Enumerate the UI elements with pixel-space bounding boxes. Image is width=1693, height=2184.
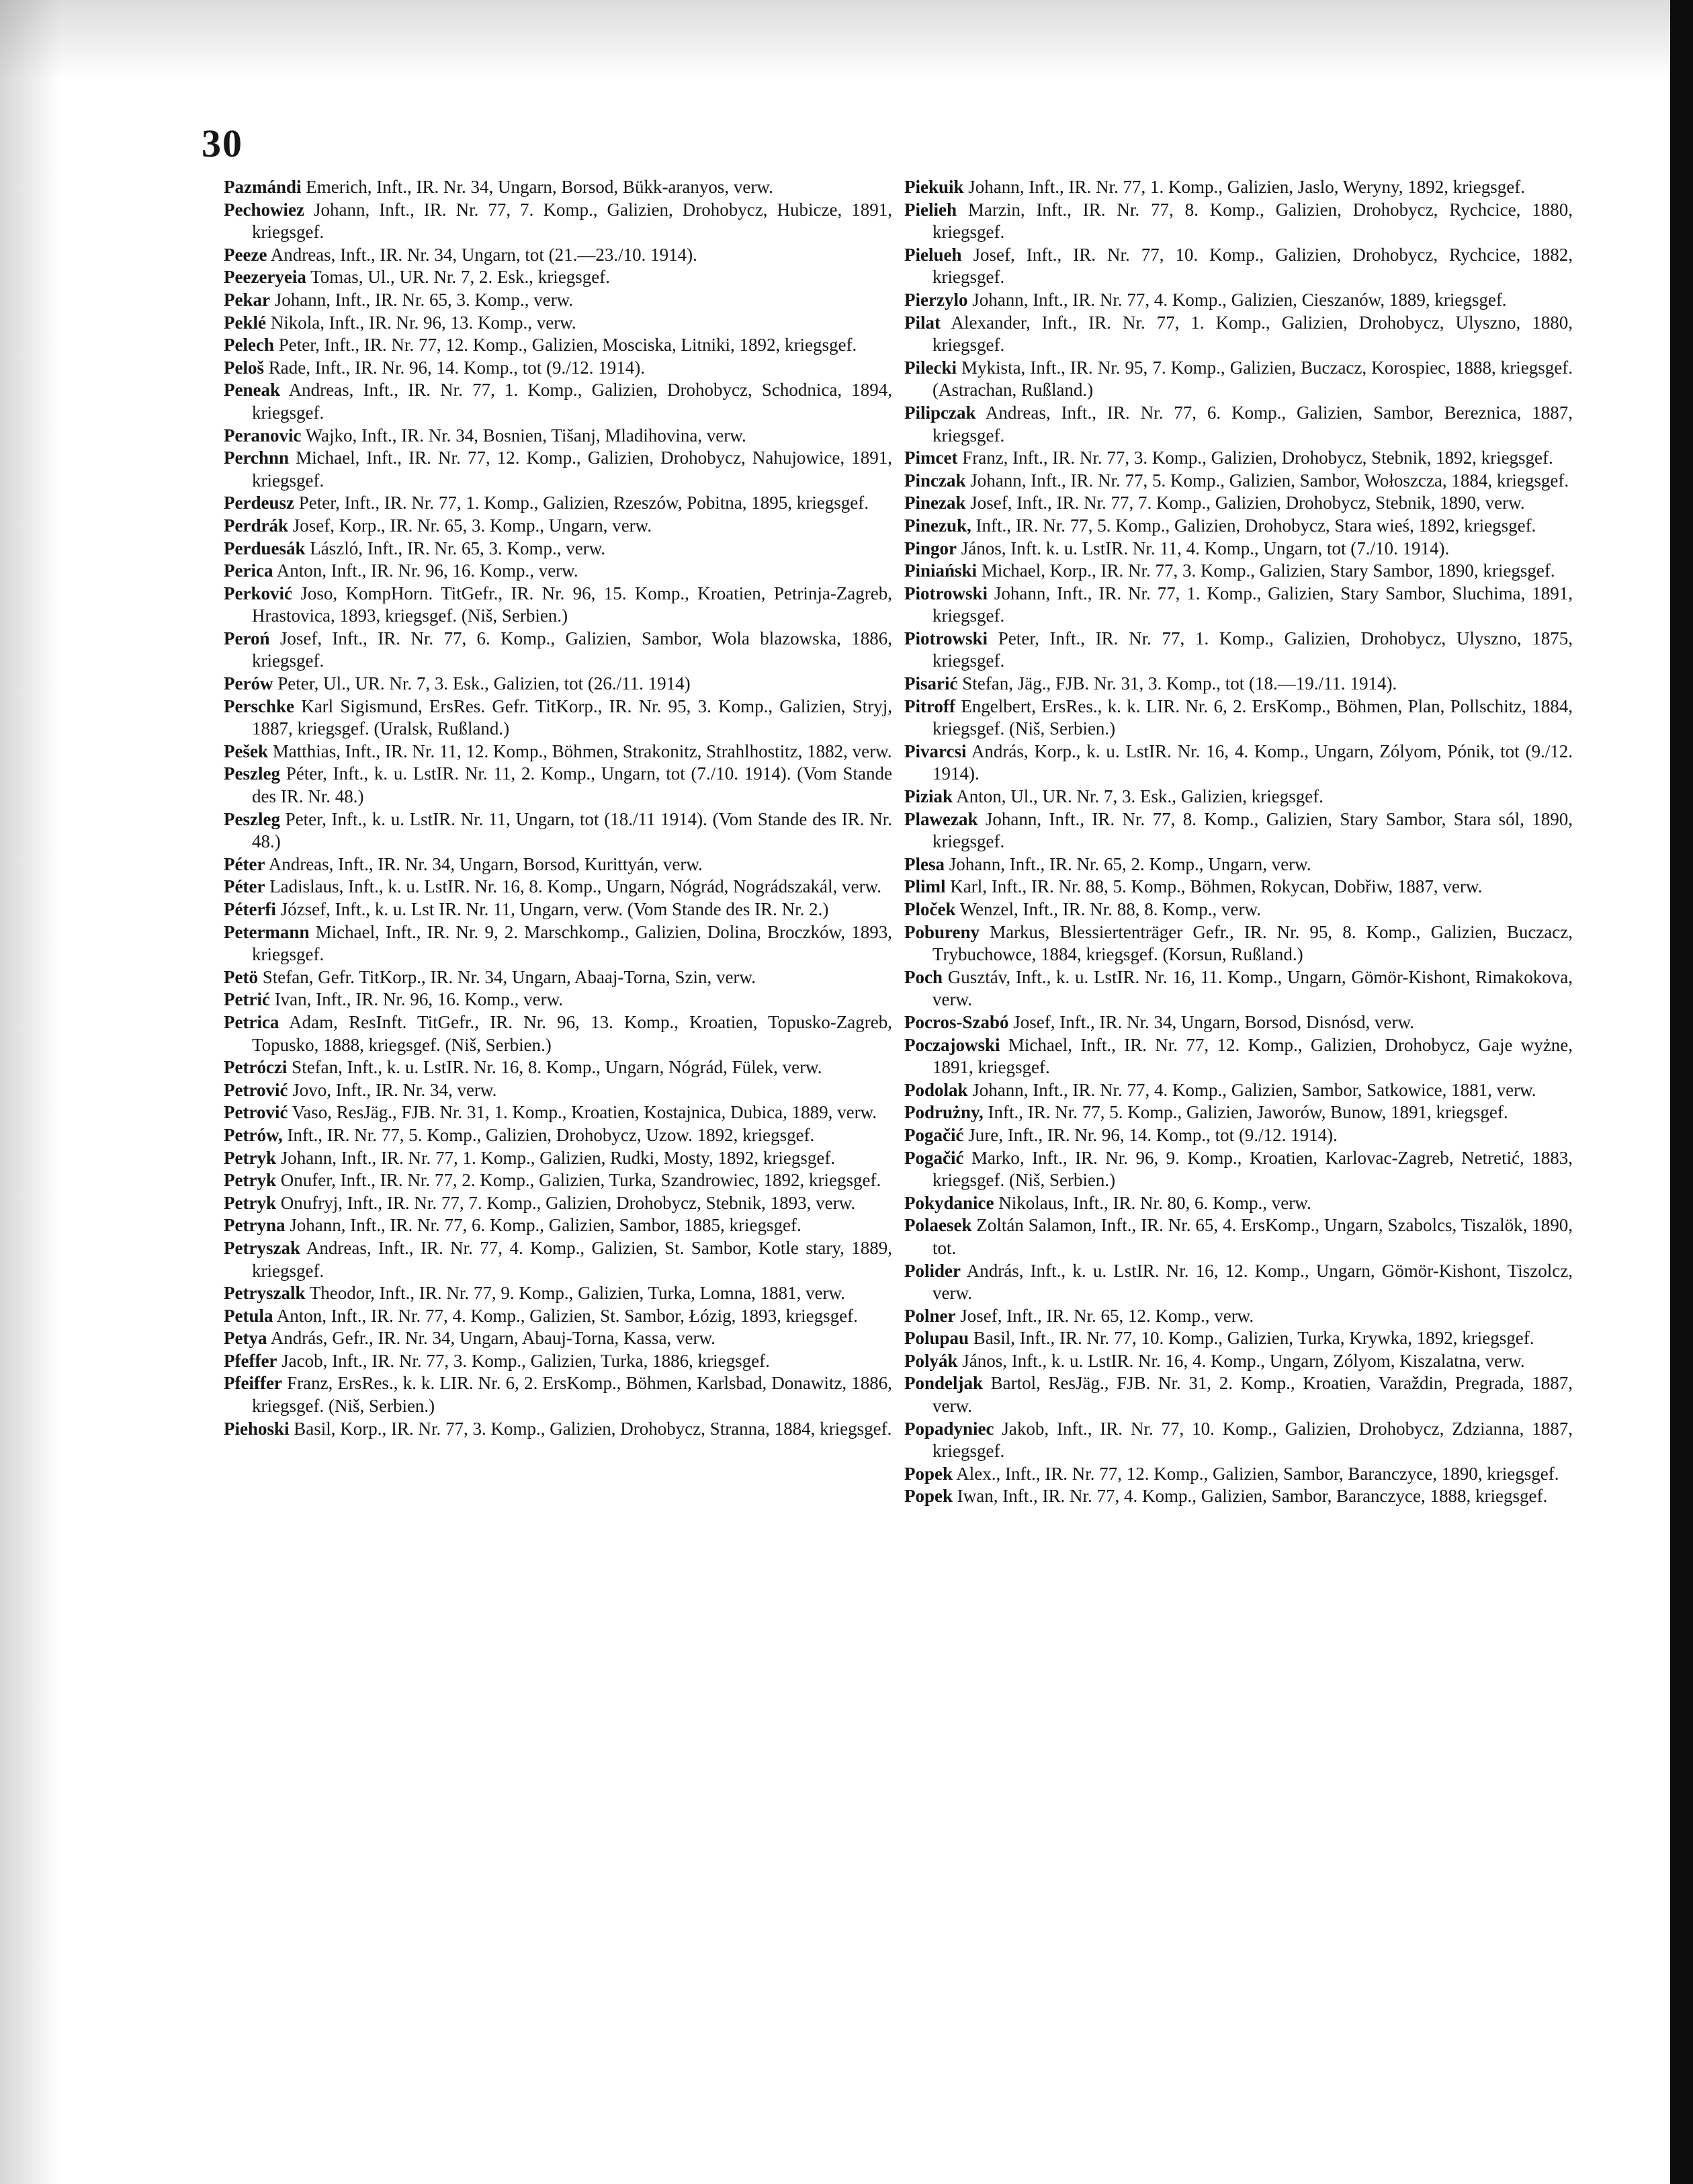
entry-surname: Popek [904,1486,953,1507]
casualty-entry [904,1147,1573,1192]
entry-details: Stefan, Gefr. TitKorp., IR. Nr. 34, Ungarn, Abaaj-Torna, Szin, verw. [262,966,756,987]
entry-surname: Peeze [224,244,267,265]
casualty-entry [904,921,1573,966]
casualty-entry [904,1034,1573,1079]
entry-surname: Pilat [904,312,941,333]
casualty-entry [904,312,1573,357]
casualty-entry [224,1101,892,1124]
entry-details: János, Inft. k. u. LstIR. Nr. 11, 4. Komp., Ungarn, tot (7./10. 1914). [961,538,1450,558]
entry-details: Josef, Inft., IR. Nr. 77, 7. Komp., Galizien, Drohobycz, Stebnik, 1890, verw. [970,493,1525,513]
entry-surname: Perschke [224,696,294,716]
casualty-entry [224,853,892,876]
casualty-entry [904,1079,1573,1102]
scan-right-edge [1670,0,1693,2184]
entry-details: Andreas, Inft., IR. Nr. 77, 4. Komp., Galizien, St. Sambor, Kotle stary, 1889, kriegsgef. [252,1237,892,1281]
entry-surname: Pimcet [904,448,958,468]
casualty-entry [904,1463,1573,1486]
casualty-entry [904,853,1573,876]
casualty-entry [904,1011,1573,1034]
scan-top-shadow [0,0,1693,81]
casualty-entry [904,1418,1573,1463]
entry-details: Matthias, Inft., IR. Nr. 11, 12. Komp., Böhmen, Strakonitz, Strahlhostitz, 1882, verw. [272,741,892,761]
entry-surname: Pondeljak [904,1373,984,1394]
entry-details: Alex., Inft., IR. Nr. 77, 12. Komp., Galizien, Sambor, Baranczyce, 1890, kriegsgef. [956,1463,1559,1484]
entry-details: Engelbert, ErsRes., k. k. LIR. Nr. 6, 2. ErsKomp., Böhmen, Plan, Pollschitz, 1884, kriegsgef. (Niš, Serbien.) [932,696,1573,739]
entry-details: Tomas, Ul., UR. Nr. 7, 2. Esk., kriegsgef. [310,267,610,288]
entry-details: József, Inft., k. u. Lst IR. Nr. 11, Ungarn, verw. (Vom Stande des IR. Nr. 2.) [280,899,829,919]
entry-surname: Popadyniec [904,1418,994,1439]
entry-surname: Polupau [904,1328,969,1349]
casualty-entry [904,1101,1573,1124]
entry-details: Nikolaus, Inft., IR. Nr. 80, 6. Komp., verw. [998,1192,1311,1213]
entry-surname: Petya [224,1328,267,1349]
entry-details: Stefan, Jäg., FJB. Nr. 31, 3. Komp., tot (18.—19./11. 1914). [962,673,1397,694]
entry-details: Onufryj, Inft., IR. Nr. 77, 7. Komp., Galizien, Drohobycz, Stebnik, 1893, verw. [280,1192,856,1213]
casualty-entry [224,1214,892,1237]
entry-surname: Petrica [224,1011,279,1032]
entry-details: Johann, Inft., IR. Nr. 77, 4. Komp., Galizien, Sambor, Satkowice, 1881, verw. [972,1079,1536,1100]
entry-surname: Pitroff [904,696,955,716]
entry-surname: Pobureny [904,921,980,942]
casualty-entry [904,492,1573,515]
entry-details: Adam, ResInft. TitGefr., IR. Nr. 96, 13. Komp., Kroatien, Topusko-Zagreb, Topusko, 1888, kriegsgef. (Niš, Serbien.) [252,1011,892,1055]
entry-details: Wajko, Inft., IR. Nr. 34, Bosnien, Tišanj, Mladihovina, verw. [305,425,746,446]
casualty-entry [904,402,1573,447]
entry-details: Jovo, Inft., IR. Nr. 34, verw. [292,1079,497,1100]
entry-surname: Peroń [224,628,270,648]
entry-details: Andreas, Inft., IR. Nr. 77, 6. Komp., Galizien, Sambor, Bereznica, 1887, kriegsgef. [932,402,1573,446]
entry-surname: Ploček [904,899,956,919]
entry-details: Jacob, Inft., IR. Nr. 77, 3. Komp., Galizien, Turka, 1886, kriegsgef. [281,1350,770,1371]
casualty-entry [904,898,1573,921]
casualty-entry [904,966,1573,1011]
casualty-entry [224,583,892,628]
entry-surname: Piniański [904,560,978,581]
entry-details: Inft., IR. Nr. 77, 5. Komp., Galizien, Drohobycz, Stara wieś, 1892, kriegsgef. [975,515,1536,536]
casualty-entry [904,176,1573,199]
entry-surname: Pilipczak [904,402,976,423]
casualty-entry [224,1169,892,1192]
casualty-entry [224,560,892,583]
entry-details: Zoltán Salamon, Inft., IR. Nr. 65, 4. ErsKomp., Ungarn, Szabolcs, Tiszalök, 1890, tot. [932,1215,1573,1258]
casualty-entry [904,1485,1573,1508]
casualty-entry [904,515,1573,538]
casualty-entry [904,583,1573,628]
casualty-entry [224,696,892,741]
entry-surname: Pivarcsi [904,741,967,761]
casualty-entry [224,199,892,244]
entry-details: Andreas, Inft., IR. Nr. 34, Ungarn, tot (21.—23./10. 1914). [270,244,697,265]
entry-details: Gusztáv, Inft., k. u. LstIR. Nr. 16, 11. Komp., Ungarn, Gömör-Kishont, Rimakokova, verw. [932,966,1573,1010]
entry-details: Johann, Inft., IR. Nr. 77, 1. Komp., Galizien, Rudki, Mosty, 1892, kriegsgef. [280,1147,836,1168]
entry-surname: Perković [224,583,292,603]
casualty-entry [904,741,1573,786]
entry-details: Onufer, Inft., IR. Nr. 77, 2. Komp., Galizien, Turka, Szandrowiec, 1892, kriegsgef. [280,1170,881,1191]
entry-details: Franz, ErsRes., k. k. LIR. Nr. 6, 2. ErsKomp., Böhmen, Karlsbad, Donawitz, 1886, kriegsgef. (Niš, Serbien.) [252,1373,892,1417]
entry-details: Marzin, Inft., IR. Nr. 77, 8. Komp., Galizien, Drohobycz, Rychcice, 1880, kriegsgef. [932,199,1573,243]
entry-details: Péter, Inft., k. u. LstIR. Nr. 11, 2. Komp., Ungarn, tot (7./10. 1914). (Vom Stande des IR. Nr. 48.) [252,763,892,807]
casualty-entry [224,312,892,335]
entry-surname: Petrović [224,1102,288,1123]
entry-surname: Pazmándi [224,177,302,197]
right-column [904,176,1573,1508]
entry-surname: Poczajowski [904,1034,1000,1055]
casualty-entry [904,199,1573,244]
entry-details: Johann, Inft., IR. Nr. 77, 4. Komp., Galizien, Cieszanów, 1889, kriegsgef. [972,289,1507,310]
entry-surname: Pelech [224,335,274,355]
entry-surname: Pilecki [904,357,957,378]
entry-surname: Piehoski [224,1418,290,1439]
entry-details: Anton, Ul., UR. Nr. 7, 3. Esk., Galizien, kriegsgef. [956,786,1323,807]
entry-surname: Pogačić [904,1124,964,1145]
entry-surname: Peezeryeia [224,267,306,288]
entry-details: Franz, Inft., IR. Nr. 77, 3. Komp., Galizien, Drohobycz, Stebnik, 1892, kriegsgef. [962,448,1553,468]
entry-surname: Plesa [904,853,945,874]
casualty-entry [224,921,892,966]
entry-surname: Polider [904,1260,961,1281]
entry-details: Iwan, Inft., IR. Nr. 77, 4. Komp., Galizien, Sambor, Baranczyce, 1888, kriegsgef. [957,1486,1548,1507]
entry-details: Jure, Inft., IR. Nr. 96, 14. Komp., tot (9./12. 1914). [968,1124,1338,1145]
entry-surname: Piotrowski [904,583,988,603]
entry-details: Peter, Inft., IR. Nr. 77, 1. Komp., Galizien, Rzeszów, Pobitna, 1895, kriegsgef. [298,493,869,513]
entry-details: Mykista, Inft., IR. Nr. 95, 7. Komp., Galizien, Buczacz, Korospiec, 1888, kriegsgef. (Astrachan, Rußland.) [932,357,1573,401]
entry-surname: Pierzylo [904,289,968,310]
casualty-entry [904,289,1573,312]
entry-details: Andreas, Inft., IR. Nr. 77, 1. Komp., Galizien, Drohobycz, Schodnica, 1894, kriegsgef. [252,380,892,423]
entry-surname: Petróczi [224,1057,288,1078]
entry-details: Alexander, Inft., IR. Nr. 77, 1. Komp., Galizien, Drohobycz, Ulyszno, 1880, kriegsgef. [932,312,1573,355]
entry-details: Johann, Inft., IR. Nr. 77, 7. Komp., Galizien, Drohobycz, Hubicze, 1891, kriegsgef. [252,199,893,243]
casualty-entry [224,1350,892,1373]
entry-surname: Péter [224,876,265,897]
entry-details: Emerich, Inft., IR. Nr. 34, Ungarn, Borsod, Bükk-aranyos, verw. [306,177,773,197]
entry-surname: Peklé [224,312,266,333]
entry-details: Johann, Inft., IR. Nr. 77, 6. Komp., Galizien, Sambor, 1885, kriegsgef. [290,1215,801,1236]
entry-details: Josef, Inft., IR. Nr. 34, Ungarn, Borsod, Disnósd, verw. [1013,1011,1414,1032]
casualty-entry [224,673,892,696]
entry-surname: Perduesák [224,538,306,558]
casualty-entry [224,379,892,424]
entry-details: Johann, Inft., IR. Nr. 65, 2. Komp., Ungarn, verw. [949,853,1311,874]
entry-surname: Pielueh [904,244,962,265]
entry-details: Michael, Korp., IR. Nr. 77, 3. Komp., Galizien, Stary Sambor, 1890, kriegsgef. [981,560,1555,581]
casualty-entry [224,741,892,763]
page-number: 30 [202,122,243,165]
casualty-entry [904,786,1573,808]
entry-details: András, Korp., k. u. LstIR. Nr. 16, 4. Komp., Ungarn, Zólyom, Pónik, tot (9./12. 1914). [932,741,1573,784]
casualty-entry [224,1147,892,1170]
casualty-entry [224,628,892,673]
entry-surname: Petö [224,966,258,987]
casualty-entry [904,470,1573,493]
entry-details: Josef, Korp., IR. Nr. 65, 3. Komp., Ungarn, verw. [292,515,652,536]
entry-details: Nikola, Inft., IR. Nr. 96, 13. Komp., verw. [270,312,576,333]
entry-details: Rade, Inft., IR. Nr. 96, 14. Komp., tot (9./12. 1914). [268,357,645,378]
entry-surname: Pisarić [904,673,958,694]
left-column [224,176,892,1440]
entry-surname: Petryk [224,1192,276,1213]
casualty-entry [904,1305,1573,1328]
entry-surname: Pinezuk, [904,515,971,536]
entry-surname: Petula [224,1305,273,1326]
entry-details: Johann, Inft., IR. Nr. 77, 8. Komp., Galizien, Stary Sambor, Stara sól, 1890, kriegsgef. [932,808,1573,852]
casualty-entry [224,266,892,289]
entry-surname: Perchnn [224,448,290,468]
casualty-entry [224,538,892,560]
entry-details: Joso, KompHorn. TitGefr., IR. Nr. 96, 15. Komp., Kroatien, Petrinja-Zagreb, Hrastovica, 1893, kriegsgef. (Niš, Serbien.) [252,583,893,626]
entry-surname: Pinczak [904,470,966,491]
casualty-entry [904,1192,1573,1215]
entry-surname: Pokydanice [904,1192,994,1213]
entry-surname: Podolak [904,1079,968,1100]
entry-details: Ivan, Inft., IR. Nr. 96, 16. Komp., verw. [274,989,564,1010]
entry-details: Peter, Inft., IR. Nr. 77, 1. Komp., Galizien, Drohobycz, Ulyszno, 1875, kriegsgef. [932,628,1573,671]
entry-surname: Pocros-Szabó [904,1011,1009,1032]
entry-surname: Pinezak [904,493,966,513]
entry-surname: Petryszalk [224,1283,306,1304]
entry-details: Peter, Inft., IR. Nr. 77, 12. Komp., Galizien, Mosciska, Litniki, 1892, kriegsgef. [278,335,857,355]
entry-details: Stefan, Inft., k. u. LstIR. Nr. 16, 8. Komp., Ungarn, Nógrád, Fülek, verw. [292,1057,822,1078]
entry-surname: Perica [224,560,273,581]
entry-details: Johann, Inft., IR. Nr. 65, 3. Komp., verw. [274,289,574,310]
casualty-entry [904,1124,1573,1147]
entry-details: Inft., IR. Nr. 77, 5. Komp., Galizien, Jaworów, Bunow, 1891, kriegsgef. [988,1102,1508,1123]
entry-surname: Polner [904,1305,956,1326]
entry-details: Michael, Inft., IR. Nr. 77, 12. Komp., Galizien, Drohobycz, Nahujowice, 1891, kriegsgef. [252,448,893,491]
casualty-entry [904,628,1573,673]
casualty-entry [904,357,1573,402]
entry-surname: Pechowiez [224,199,304,220]
casualty-entry [224,334,892,357]
entry-surname: Peszleg [224,808,280,829]
entry-surname: Petryszak [224,1237,300,1258]
entry-surname: Perów [224,673,273,694]
entry-surname: Polyák [904,1350,958,1371]
casualty-entry [904,696,1573,741]
entry-surname: Petryk [224,1170,276,1191]
entry-details: Michael, Inft., IR. Nr. 77, 12. Komp., Galizien, Drohobycz, Gaje wyżne, 1891, kriegsgef. [932,1034,1573,1078]
entry-details: Anton, Inft., IR. Nr. 96, 16. Komp., verw. [276,560,578,581]
scan-left-shadow [0,0,60,2184]
casualty-entry [904,673,1573,696]
casualty-entry [904,447,1573,470]
entry-surname: Pfeffer [224,1350,277,1371]
entry-surname: Peszleg [224,763,280,784]
entry-surname: Pfeiffer [224,1373,282,1394]
entry-details: Andreas, Inft., IR. Nr. 34, Ungarn, Borsod, Kurittyán, verw. [268,853,703,874]
entry-surname: Petrović [224,1079,288,1100]
entry-surname: Péter [224,853,265,874]
casualty-entry [224,1305,892,1328]
casualty-entry [224,515,892,538]
entry-details: Theodor, Inft., IR. Nr. 77, 9. Komp., Galizien, Turka, Lomna, 1881, verw. [309,1283,846,1304]
entry-surname: Poch [904,966,943,987]
entry-surname: Podrużny, [904,1102,984,1123]
entry-surname: Perdrák [224,515,288,536]
entry-surname: Perdeusz [224,493,294,513]
casualty-entry [224,1237,892,1282]
casualty-entry [224,244,892,267]
casualty-entry [224,1124,892,1147]
casualty-entry [224,1192,892,1215]
entry-surname: Pekar [224,289,270,310]
casualty-entry [904,1214,1573,1259]
entry-surname: Petrić [224,989,270,1010]
casualty-entry [904,876,1573,898]
casualty-entry [224,989,892,1011]
entry-details: András, Gefr., IR. Nr. 34, Ungarn, Abauj-Torna, Kassa, verw. [270,1328,715,1349]
casualty-entry [224,447,892,492]
casualty-entry [224,876,892,898]
casualty-entry [224,898,892,921]
casualty-entry [224,966,892,989]
entry-surname: Pingor [904,538,957,558]
casualty-entry [224,492,892,515]
casualty-entry [224,1327,892,1350]
entry-surname: Pielieh [904,199,957,220]
entry-details: Basil, Inft., IR. Nr. 77, 10. Komp., Galizien, Turka, Krywka, 1892, kriegsgef. [973,1328,1534,1349]
casualty-entry [224,808,892,853]
casualty-entry [224,425,892,448]
casualty-entry [904,1260,1573,1305]
casualty-entry [904,244,1573,289]
casualty-entry [904,1372,1573,1417]
casualty-entry [224,357,892,380]
entry-surname: Piotrowski [904,628,988,648]
entry-details: András, Inft., k. u. LstIR. Nr. 16, 12. Komp., Ungarn, Gömör-Kishont, Tiszolcz, verw. [932,1260,1573,1304]
entry-details: Basil, Korp., IR. Nr. 77, 3. Komp., Galizien, Drohobycz, Stranna, 1884, kriegsgef. [294,1418,892,1439]
entry-surname: Polaesek [904,1215,972,1236]
entry-surname: Popek [904,1463,953,1484]
entry-details: Vaso, ResJäg., FJB. Nr. 31, 1. Komp., Kroatien, Kostajnica, Dubica, 1889, verw. [292,1102,877,1123]
entry-surname: Peneak [224,380,280,401]
entry-surname: Piziak [904,786,953,807]
entry-surname: Petrów, [224,1124,283,1145]
entry-details: László, Inft., IR. Nr. 65, 3. Komp., verw. [310,538,606,558]
entry-details: Marko, Inft., IR. Nr. 96, 9. Komp., Kroatien, Karlovac-Zagreb, Netretić, 1883, kriegsgef. (Niš, Serbien.) [932,1147,1573,1191]
casualty-entry [224,1282,892,1305]
entry-surname: Peloš [224,357,264,378]
entry-surname: Piekuik [904,177,964,197]
entry-details: Michael, Inft., IR. Nr. 9, 2. Marschkomp., Galizien, Dolina, Broczków, 1893, kriegsgef. [252,921,892,965]
entry-surname: Pešek [224,741,268,761]
entry-surname: Pogačić [904,1147,964,1168]
casualty-entry [904,808,1573,853]
casualty-entry [904,1327,1573,1350]
entry-details: Anton, Inft., IR. Nr. 77, 4. Komp., Galizien, St. Sambor, Łózig, 1893, kriegsgef. [276,1305,858,1326]
casualty-entry [224,1418,892,1441]
entry-details: Markus, Blessiertenträger Gefr., IR. Nr. 95, 8. Komp., Galizien, Buczacz, Trybuchowce, 1884, kriegsgef. (Korsun, Rußland.) [932,921,1573,965]
entry-details: Johann, Inft., IR. Nr. 77, 5. Komp., Galizien, Sambor, Wołoszcza, 1884, kriegsgef. [970,470,1569,491]
entry-details: Johann, Inft., IR. Nr. 77, 1. Komp., Galizien, Jaslo, Weryny, 1892, kriegsgef. [968,177,1525,197]
entry-details: Peter, Ul., UR. Nr. 7, 3. Esk., Galizien, tot (26./11. 1914) [277,673,691,694]
entry-details: Bartol, ResJäg., FJB. Nr. 31, 2. Komp., Kroatien, Varaždin, Pregrada, 1887, verw. [932,1373,1573,1417]
casualty-entry [224,763,892,808]
casualty-entry [224,1372,892,1417]
casualty-entry [904,1350,1573,1373]
casualty-entry [224,1079,892,1102]
entry-details: Peter, Inft., k. u. LstIR. Nr. 11, Ungarn, tot (18./11 1914). (Vom Stande des IR. Nr. 48.) [252,808,892,852]
casualty-entry [224,1011,892,1056]
casualty-entry [224,1056,892,1079]
entry-details: Johann, Inft., IR. Nr. 77, 1. Komp., Galizien, Stary Sambor, Sluchima, 1891, kriegsgef. [932,583,1573,626]
entry-details: Wenzel, Inft., IR. Nr. 88, 8. Komp., verw. [959,899,1261,919]
casualty-entry [904,560,1573,583]
entry-details: Josef, Inft., IR. Nr. 77, 6. Komp., Galizien, Sambor, Wola blazowska, 1886, kriegsgef. [252,628,892,671]
entry-surname: Péterfi [224,899,276,919]
entry-surname: Petryna [224,1215,286,1236]
entry-details: Inft., IR. Nr. 77, 5. Komp., Galizien, Drohobycz, Uzow. 1892, kriegsgef. [287,1124,815,1145]
entry-details: Ladislaus, Inft., k. u. LstIR. Nr. 16, 8. Komp., Ungarn, Nógrád, Nográdszakál, verw. [269,876,882,897]
entry-details: János, Inft., k. u. LstIR. Nr. 16, 4. Komp., Ungarn, Zólyom, Kiszalatna, verw. [962,1350,1525,1371]
entry-surname: Petermann [224,921,310,942]
casualty-entry [904,538,1573,560]
entry-surname: Plawezak [904,808,978,829]
entry-details: Jakob, Inft., IR. Nr. 77, 10. Komp., Galizien, Drohobycz, Zdzianna, 1887, kriegsgef. [932,1418,1573,1462]
entry-details: Josef, Inft., IR. Nr. 77, 10. Komp., Galizien, Drohobycz, Rychcice, 1882, kriegsgef. [932,244,1573,288]
entry-details: Josef, Inft., IR. Nr. 65, 12. Komp., verw. [960,1305,1254,1326]
entry-surname: Peranovic [224,425,302,446]
casualty-entry [224,289,892,312]
entry-surname: Pliml [904,876,946,897]
entry-details: Karl, Inft., IR. Nr. 88, 5. Komp., Böhmen, Rokycan, Dobřiw, 1887, verw. [950,876,1483,897]
entry-details: Karl Sigismund, ErsRes. Gefr. TitKorp., IR. Nr. 95, 3. Komp., Galizien, Stryj, 1887, kriegsgef. (Uralsk, Rußland.) [252,696,892,739]
casualty-entry [224,176,892,199]
entry-surname: Petryk [224,1147,276,1168]
